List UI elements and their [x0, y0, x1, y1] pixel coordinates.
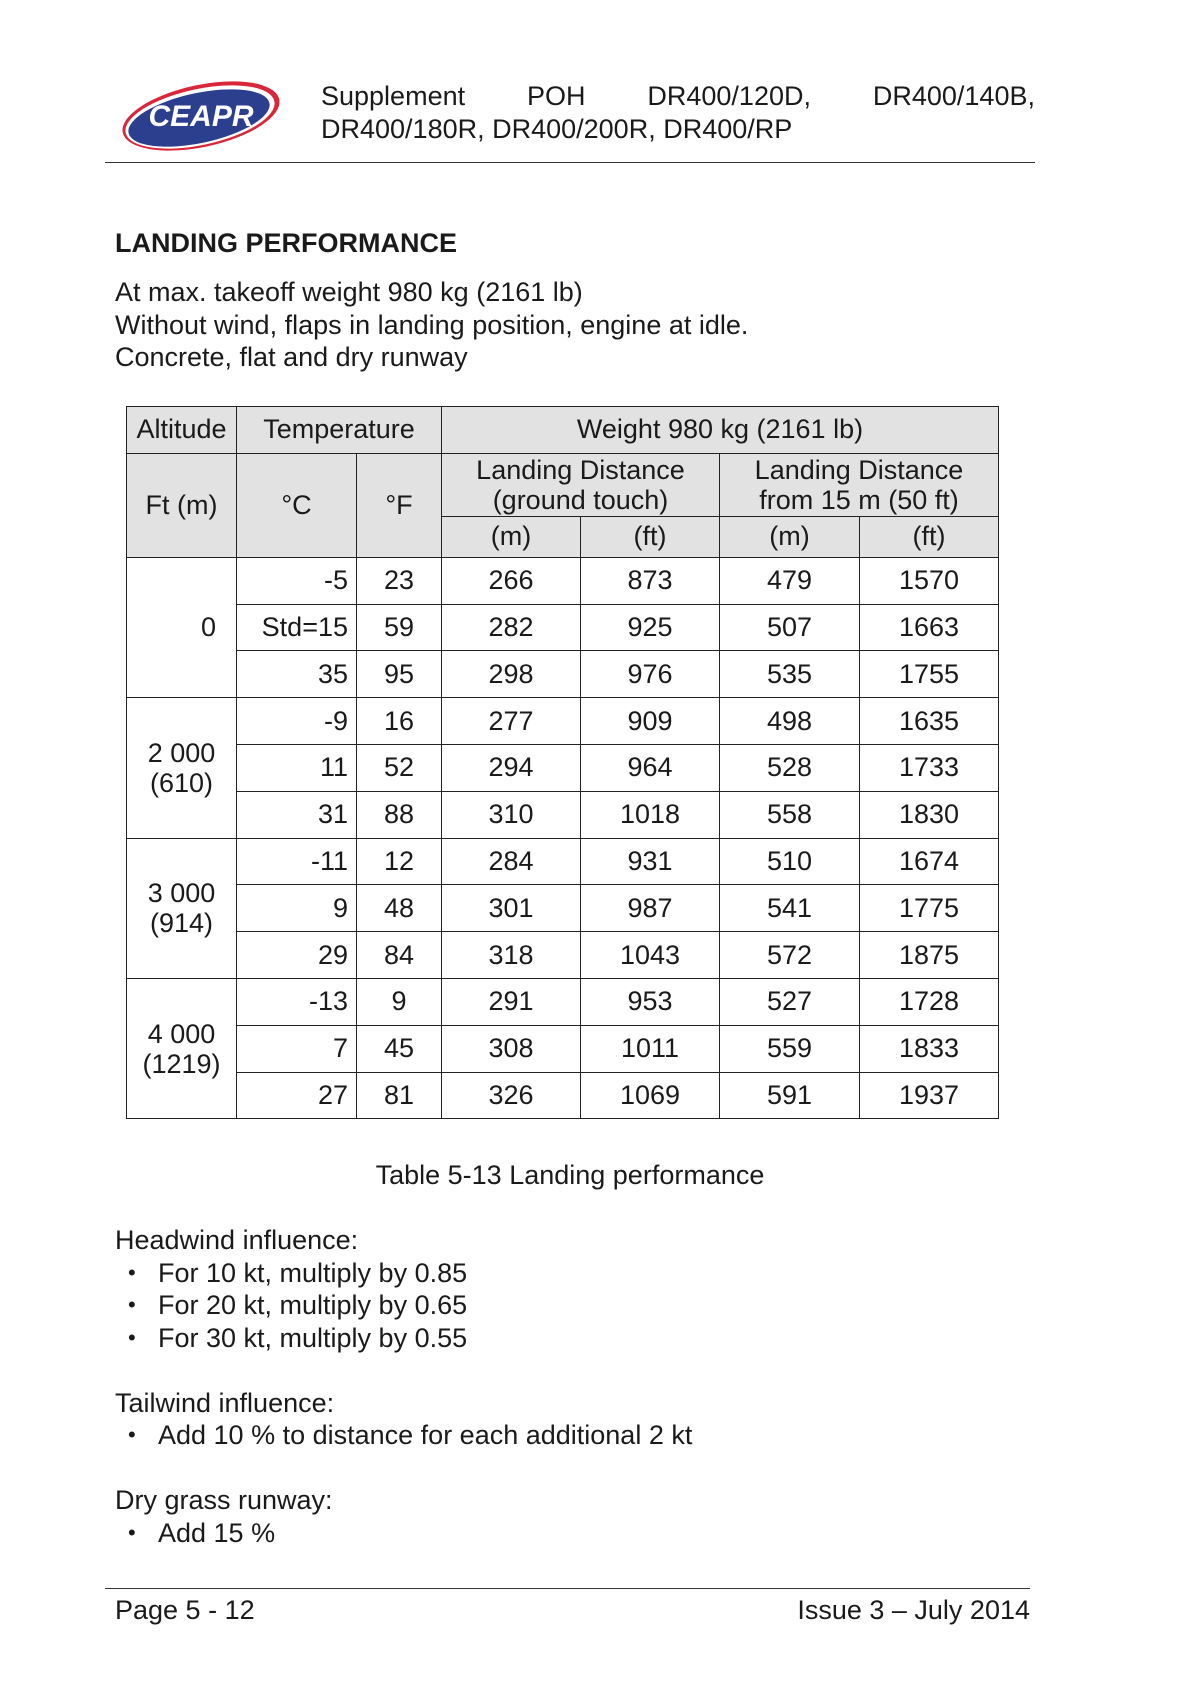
temp-f-cell: 9	[357, 978, 442, 1025]
temp-f-cell: 81	[357, 1072, 442, 1119]
table-row	[127, 838, 999, 885]
altitude-cell	[127, 698, 237, 838]
table-row	[127, 885, 999, 932]
unit-m: (m)	[720, 516, 860, 557]
from15-m-cell: 535	[720, 651, 860, 698]
table-row	[127, 791, 999, 838]
ground-m-cell: 284	[442, 838, 581, 885]
from15-m-cell: 479	[720, 557, 860, 604]
from15-m-cell: 572	[720, 932, 860, 979]
ground-ft-cell: 1018	[581, 791, 720, 838]
intro-line: Without wind, flaps in landing position, engine at idle.	[115, 309, 749, 340]
ground-ft-cell: 964	[581, 744, 720, 791]
unit-ft: (ft)	[581, 516, 720, 557]
ground-m-cell: 326	[442, 1072, 581, 1119]
ground-ft-cell: 909	[581, 698, 720, 745]
temp-c-cell: Std=15	[237, 604, 357, 651]
altitude-m: (1219)	[142, 1048, 221, 1079]
temp-f-cell: 95	[357, 651, 442, 698]
issue-date: Issue 3 – July 2014	[797, 1595, 1030, 1625]
ground-m-cell: 277	[442, 698, 581, 745]
temp-c-cell: 9	[237, 885, 357, 932]
list-item: • For 10 kt, multiply by 0.85	[158, 1257, 692, 1290]
temp-f-cell: 48	[357, 885, 442, 932]
from15-ft-cell: 1830	[860, 791, 999, 838]
ground-m-cell: 282	[442, 604, 581, 651]
intro-line: Concrete, flat and dry runway	[115, 342, 468, 372]
temp-c-cell: -11	[237, 838, 357, 885]
notes	[115, 1224, 692, 1549]
from15-ft-cell: 1728	[860, 978, 999, 1025]
document-title	[321, 80, 1035, 146]
temp-c-cell: 29	[237, 932, 357, 979]
header-celsius: °C	[237, 453, 357, 557]
temp-c-cell: 35	[237, 651, 357, 698]
header-ld-15m	[720, 453, 999, 516]
from15-ft-cell: 1635	[860, 698, 999, 745]
grass-title: Dry grass runway:	[115, 1485, 333, 1515]
ground-ft-cell: 1011	[581, 1025, 720, 1072]
header-ft-m: Ft (m)	[127, 453, 237, 557]
from15-ft-cell: 1875	[860, 932, 999, 979]
table-row	[127, 651, 999, 698]
header-altitude: Altitude	[127, 407, 237, 454]
temp-c-cell: -13	[237, 978, 357, 1025]
tailwind-list	[115, 1419, 692, 1452]
ground-m-cell: 308	[442, 1025, 581, 1072]
ground-m-cell: 318	[442, 932, 581, 979]
temp-c-cell: 27	[237, 1072, 357, 1119]
list-item: • Add 10 % to distance for each additional 2 kt	[158, 1419, 692, 1452]
ground-m-cell: 298	[442, 651, 581, 698]
list-item: • For 20 kt, multiply by 0.65	[158, 1289, 692, 1322]
from15-ft-cell: 1833	[860, 1025, 999, 1072]
grass-list	[115, 1517, 692, 1550]
from15-m-cell: 558	[720, 791, 860, 838]
temp-c-cell: -5	[237, 557, 357, 604]
header-word: Supplement	[321, 81, 466, 111]
ground-ft-cell: 925	[581, 604, 720, 651]
temp-c-cell: 11	[237, 744, 357, 791]
section-title: LANDING PERFORMANCE	[115, 228, 457, 258]
table-row	[127, 744, 999, 791]
list-item: • For 30 kt, multiply by 0.55	[158, 1322, 692, 1355]
table-row	[127, 604, 999, 651]
temp-f-cell: 12	[357, 838, 442, 885]
list-item: • Add 15 %	[158, 1517, 692, 1550]
ground-ft-cell: 1069	[581, 1072, 720, 1119]
from15-m-cell: 498	[720, 698, 860, 745]
headwind-title: Headwind influence:	[115, 1225, 359, 1255]
from15-m-cell: 528	[720, 744, 860, 791]
from15-m-cell: 541	[720, 885, 860, 932]
temp-f-cell: 23	[357, 557, 442, 604]
temp-f-cell: 52	[357, 744, 442, 791]
header-weight: Weight 980 kg (2161 lb)	[442, 407, 999, 454]
temp-f-cell: 84	[357, 932, 442, 979]
ground-ft-cell: 953	[581, 978, 720, 1025]
unit-ft: (ft)	[860, 516, 999, 557]
tailwind-title: Tailwind influence:	[115, 1387, 335, 1418]
table-caption: Table 5-13 Landing performance	[375, 1160, 765, 1190]
table-row	[127, 932, 999, 979]
ground-ft-cell: 873	[581, 557, 720, 604]
from15-ft-cell: 1570	[860, 557, 999, 604]
altitude-ft: 3 000	[147, 878, 216, 909]
ceapr-logo	[117, 78, 285, 154]
from15-ft-cell: 1733	[860, 744, 999, 791]
table-row	[127, 978, 999, 1025]
header-text-line: (ground touch)	[492, 484, 669, 515]
temp-f-cell: 16	[357, 698, 442, 745]
temp-f-cell: 45	[357, 1025, 442, 1072]
header-text-line: Landing Distance	[476, 454, 685, 485]
ground-m-cell: 266	[442, 557, 581, 604]
ground-ft-cell: 987	[581, 885, 720, 932]
from15-m-cell: 527	[720, 978, 860, 1025]
table-row	[127, 557, 999, 604]
header-word: DR400/140B,	[872, 81, 1035, 111]
from15-m-cell: 507	[720, 604, 860, 651]
ground-m-cell: 291	[442, 978, 581, 1025]
header-ld-ground	[442, 453, 720, 516]
header-word: DR400/120D,	[647, 81, 811, 111]
from15-m-cell: 559	[720, 1025, 860, 1072]
from15-ft-cell: 1663	[860, 604, 999, 651]
temp-c-cell: 7	[237, 1025, 357, 1072]
header-fahrenheit: °F	[357, 453, 442, 557]
altitude-cell	[127, 838, 237, 978]
page-number: Page 5 - 12	[115, 1595, 255, 1625]
unit-m: (m)	[442, 516, 581, 557]
header-temperature: Temperature	[237, 407, 442, 454]
header-text-line: from 15 m (50 ft)	[759, 484, 959, 515]
temp-c-cell: 31	[237, 791, 357, 838]
ground-m-cell: 294	[442, 744, 581, 791]
header-text-line: Landing Distance	[754, 454, 964, 485]
temp-c-cell: -9	[237, 698, 357, 745]
from15-ft-cell: 1674	[860, 838, 999, 885]
altitude-m: (610)	[149, 767, 214, 798]
page-footer	[105, 1588, 1030, 1625]
intro-line: At max. takeoff weight 980 kg (2161 lb)	[115, 277, 583, 307]
altitude-ft: 4 000	[147, 1018, 216, 1049]
ground-m-cell: 310	[442, 791, 581, 838]
svg-text:CEAPR: CEAPR	[148, 100, 254, 133]
header-line2: DR400/180R, DR400/200R, DR400/RP	[321, 114, 793, 144]
altitude-cell	[127, 978, 237, 1118]
table-row	[127, 1025, 999, 1072]
temp-f-cell: 59	[357, 604, 442, 651]
altitude-cell: 0	[127, 557, 237, 697]
ground-ft-cell: 931	[581, 838, 720, 885]
temp-f-cell: 88	[357, 791, 442, 838]
from15-m-cell: 591	[720, 1072, 860, 1119]
header-word: POH	[526, 81, 586, 111]
ground-ft-cell: 976	[581, 651, 720, 698]
altitude-ft: 2 000	[147, 737, 216, 768]
page-header	[105, 70, 1035, 163]
intro-text	[115, 276, 748, 374]
table-row	[127, 698, 999, 745]
from15-ft-cell: 1937	[860, 1072, 999, 1119]
from15-ft-cell: 1775	[860, 885, 999, 932]
altitude-m: (914)	[149, 908, 214, 939]
table-row	[127, 1072, 999, 1119]
ground-m-cell: 301	[442, 885, 581, 932]
ground-ft-cell: 1043	[581, 932, 720, 979]
from15-ft-cell: 1755	[860, 651, 999, 698]
headwind-list	[115, 1257, 692, 1355]
landing-performance-table	[126, 406, 999, 1119]
from15-m-cell: 510	[720, 838, 860, 885]
